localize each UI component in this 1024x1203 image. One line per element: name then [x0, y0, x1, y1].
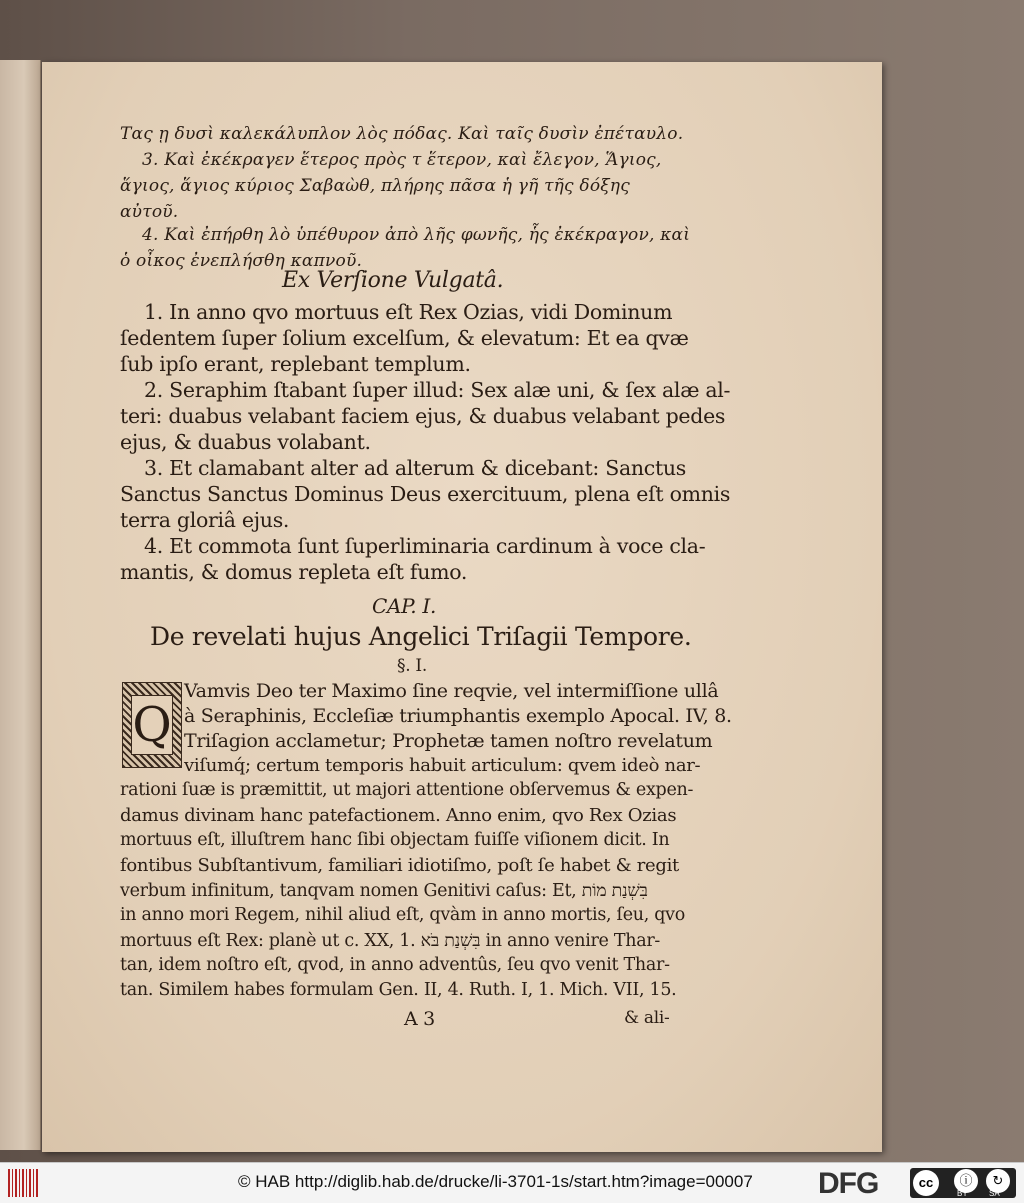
body-line: mortuus eſt, illuſtrem hanc ſibi objectam fuiſſe viſionem dicit. In — [120, 830, 670, 850]
by-label: BY — [957, 1189, 968, 1198]
catchword: & ali- — [624, 1008, 670, 1028]
body-line: Triſagion acclametur; Prophetæ tamen noſtro revelatum — [184, 730, 713, 752]
body-line: viſumq́; certum temporis habuit articulum: qvem ideò nar- — [184, 755, 701, 776]
latin-line: ejus, & duabus volabant. — [120, 430, 371, 454]
body-line: damus divinam hanc patefactionem. Anno enim, qvo Rex Ozias — [120, 805, 677, 826]
attribution-icon: ⓘ — [954, 1169, 978, 1193]
greek-line: ὁ οἶκος ἐνεπλήσθη καπνοῦ. — [120, 251, 363, 271]
latin-line: 4. Et commota ſunt ſuperliminaria cardinum à voce cla- — [144, 534, 706, 558]
latin-line: Sanctus Sanctus Dominus Deus exercituum, plena eſt omnis — [120, 482, 731, 506]
body-line: tan, idem noſtro eſt, qvod, in anno adventûs, ſeu qvo venit Thar- — [120, 955, 670, 975]
latin-line: 3. Et clamabant alter ad alterum & dicebant: Sanctus — [144, 456, 687, 480]
body-line: rationi ſuæ is præmittit, ut majori attentione obſervemus & expen- — [120, 780, 694, 800]
body-line: Vamvis Deo ter Maximo ſine reqvie, vel intermiſſione ullâ — [184, 680, 719, 702]
decorated-initial — [122, 682, 182, 768]
version-heading: Ex Verſione Vulgatâ. — [282, 268, 504, 293]
section-mark: §. I. — [397, 656, 427, 676]
latin-line: ſedentem ſuper ſolium excelſum, & elevatum: Et ea qvæ — [120, 326, 689, 350]
latin-line: mantis, & domus repleta eſt fumo. — [120, 560, 468, 584]
greek-line: ἅγιος, ἅγιος κύριος Σαβαὼθ, πλήρης πᾶσα ἡ γῆ τῆς δόξης — [120, 176, 630, 196]
source-link[interactable]: © HAB http://diglib.hab.de/drucke/li-3701-1s/start.htm?image=00007 — [238, 1172, 753, 1191]
greek-line: 4. Καὶ ἐπήρθη λὸ ὑπέθυρον ἀπὸ λῆς φωνῆς, ἧς ἐκέκραγον, καὶ — [142, 225, 691, 245]
body-line: in anno mori Regem, nihil aliud eſt, qvàm in anno mortis, ſeu, qvo — [120, 905, 685, 925]
body-line: verbum infinitum, tanqvam nomen Genitivi caſus: Et, בִּשְׁנַת מוֹת — [120, 881, 648, 901]
body-line: mortuus eſt Rex: planè ut c. XX, 1. בִּשְׁנַת בֹּא in anno venire Thar- — [120, 931, 661, 951]
latin-line: 1. In anno qvo mortuus eſt Rex Ozias, vidi Dominum — [144, 300, 673, 324]
barcode-icon — [8, 1169, 40, 1197]
dfg-logo: DFG — [818, 1167, 879, 1200]
latin-line: terra gloriâ ejus. — [120, 508, 290, 532]
chapter-number: CAP. I. — [372, 594, 437, 618]
share-alike-icon: ↻ — [986, 1169, 1010, 1193]
initial-letter: Q — [132, 697, 172, 753]
previous-page-edge — [0, 60, 41, 1150]
body-line: fontibus Subſtantivum, familiari idiotiſmo, poſt ſe habet & regit — [120, 855, 679, 876]
sa-label: SA — [989, 1189, 1000, 1198]
latin-line: teri: duabus velabant faciem ejus, & duabus velabant pedes — [120, 404, 726, 428]
book-page — [42, 62, 882, 1152]
body-line: à Seraphinis, Eccleſiæ triumphantis exemplo Apocal. IV, 8. — [184, 705, 732, 727]
body-line: tan. Similem habes formulam Gen. II, 4. Ruth. I, 1. Mich. VII, 15. — [120, 980, 677, 1000]
viewer-footer — [0, 1162, 1024, 1203]
cc-license-badge[interactable] — [910, 1168, 1016, 1198]
chapter-title: De revelati hujus Angelici Triſagii Tempore. — [150, 622, 692, 651]
greek-line: 3. Καὶ ἐκέκραγεν ἕτερος πρὸς τ ἕτερον, καὶ ἔλεγον, Ἅγιος, — [142, 150, 662, 170]
greek-line: αὐτοῦ. — [120, 202, 179, 222]
signature-mark: A 3 — [404, 1008, 435, 1030]
latin-line: 2. Seraphim ſtabant ſuper illud: Sex alæ uni, & ſex alæ al- — [144, 378, 731, 402]
cc-icon: cc — [913, 1170, 939, 1196]
greek-line: Τας ῃ δυσὶ καλεκάλυπλον λὸς πόδας. Καὶ ταῖς δυσὶν ἐπέταυλο. — [120, 124, 684, 144]
latin-line: ſub ipſo erant, replebant templum. — [120, 352, 471, 376]
